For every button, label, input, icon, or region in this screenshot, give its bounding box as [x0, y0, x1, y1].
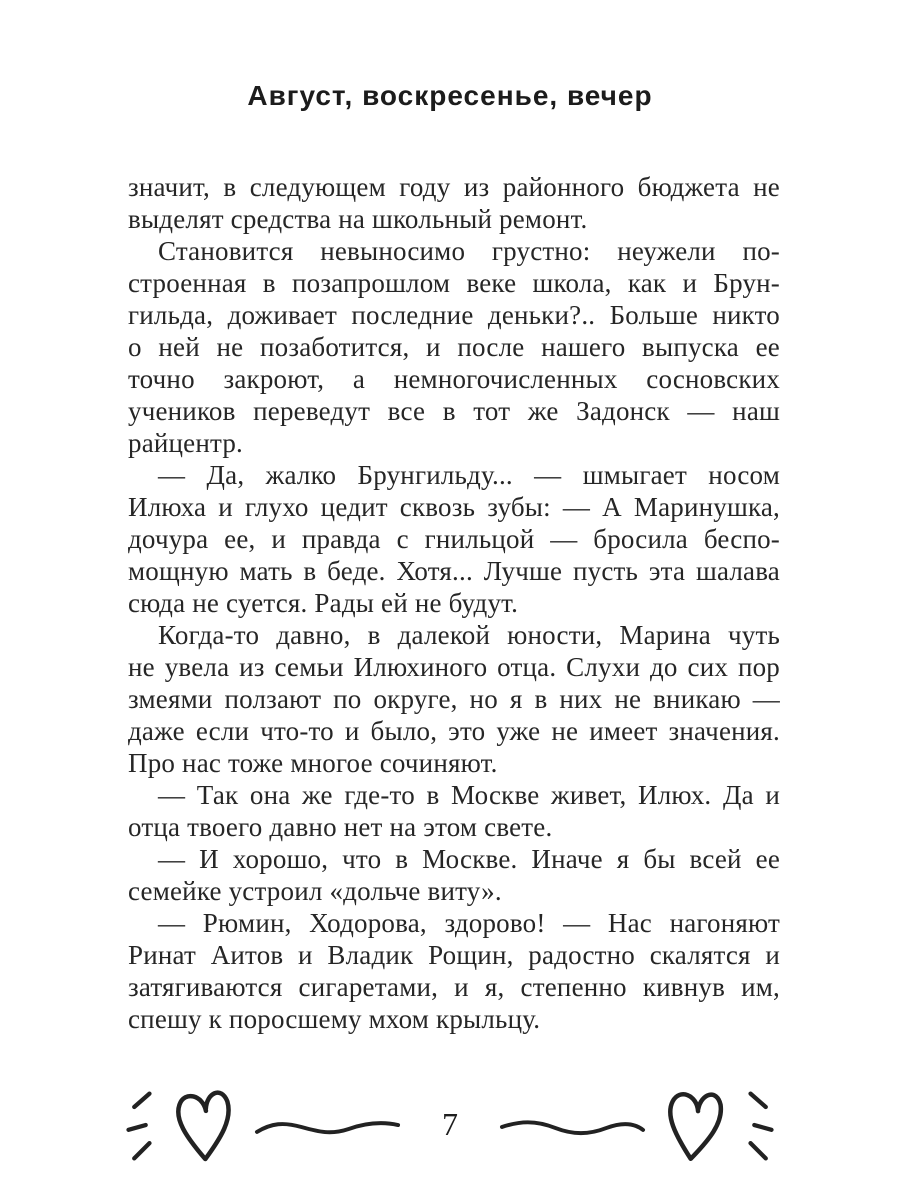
text-line: значит, в следующем году из районного бюджета не: [128, 172, 780, 202]
body-text: [128, 171, 780, 1035]
text-line: — Так она же где-то в Москве живет, Илюх. Да и: [158, 780, 780, 810]
text-line: дочура ее, и правда с гнильцой — бросила беспо-: [128, 524, 780, 554]
chapter-header: Август, воскресенье, вечер: [247, 80, 653, 111]
text-line: Ринат Аитов и Владик Рощин, радостно скалятся и: [128, 940, 780, 970]
text-line: даже если что-то и было, это уже не имеет значения.: [128, 716, 780, 746]
sparkle-left-icon: [122, 1086, 156, 1166]
heart-right-icon: [659, 1085, 730, 1167]
text-line: Про нас тоже многое сочиняют.: [128, 748, 498, 778]
squiggle-left-icon: [254, 1111, 402, 1141]
page-footer: [0, 1084, 900, 1168]
text-line: мощную мать в беде. Хотя... Лучше пусть эта шалава: [128, 556, 780, 586]
text-line: отца твоего давно нет на этом свете.: [128, 812, 553, 842]
text-line: — Да, жалко Брунгильду... — шмыгает носом: [158, 460, 780, 490]
text-line: сюда не суется. Рады ей не будут.: [128, 588, 519, 618]
text-line: семейке устроил «дольче виту».: [128, 876, 502, 906]
text-line: Становится невыносимо грустно: неужели по-: [158, 236, 780, 266]
text-line: учеников переведут все в тот же Задонск — наш: [128, 396, 780, 426]
text-line: — И хорошо, что в Москве. Иначе я бы всей ее: [158, 844, 780, 874]
text-line: Илюха и глухо цедит сквозь зубы: — А Маринушка,: [128, 492, 780, 522]
sparkle-right-icon: [744, 1086, 778, 1166]
text-line: о ней не позаботится, и после нашего выпуска ее: [128, 332, 780, 362]
text-line: — Рюмин, Ходорова, здорово! — Нас нагоняют: [158, 908, 780, 938]
text-line: спешу к поросшему мхом крыльцу.: [128, 1004, 541, 1034]
text-line: строенная в позапрошлом веке школа, как и Брун-: [128, 268, 780, 298]
text-line: выделят средства на школьный ремонт.: [128, 204, 588, 234]
text-line: точно закроют, а немногочисленных сосновских: [128, 364, 780, 394]
heart-left-icon: [169, 1085, 240, 1167]
text-line: гильда, доживает последние деньки?.. Больше никто: [128, 300, 780, 330]
text-line: змеями ползают по округе, но я в них не вникаю —: [128, 684, 780, 714]
text-line: затягиваются сигаретами, и я, степенно кивнув им,: [128, 972, 780, 1002]
text-line: не увела из семьи Илюхиного отца. Слухи до сих пор: [128, 652, 780, 682]
page-number: 7: [442, 1106, 458, 1142]
text-line: Когда-то давно, в далекой юности, Марина чуть: [158, 620, 780, 650]
text-line: райцентр.: [128, 428, 243, 458]
squiggle-right-icon: [498, 1111, 646, 1141]
